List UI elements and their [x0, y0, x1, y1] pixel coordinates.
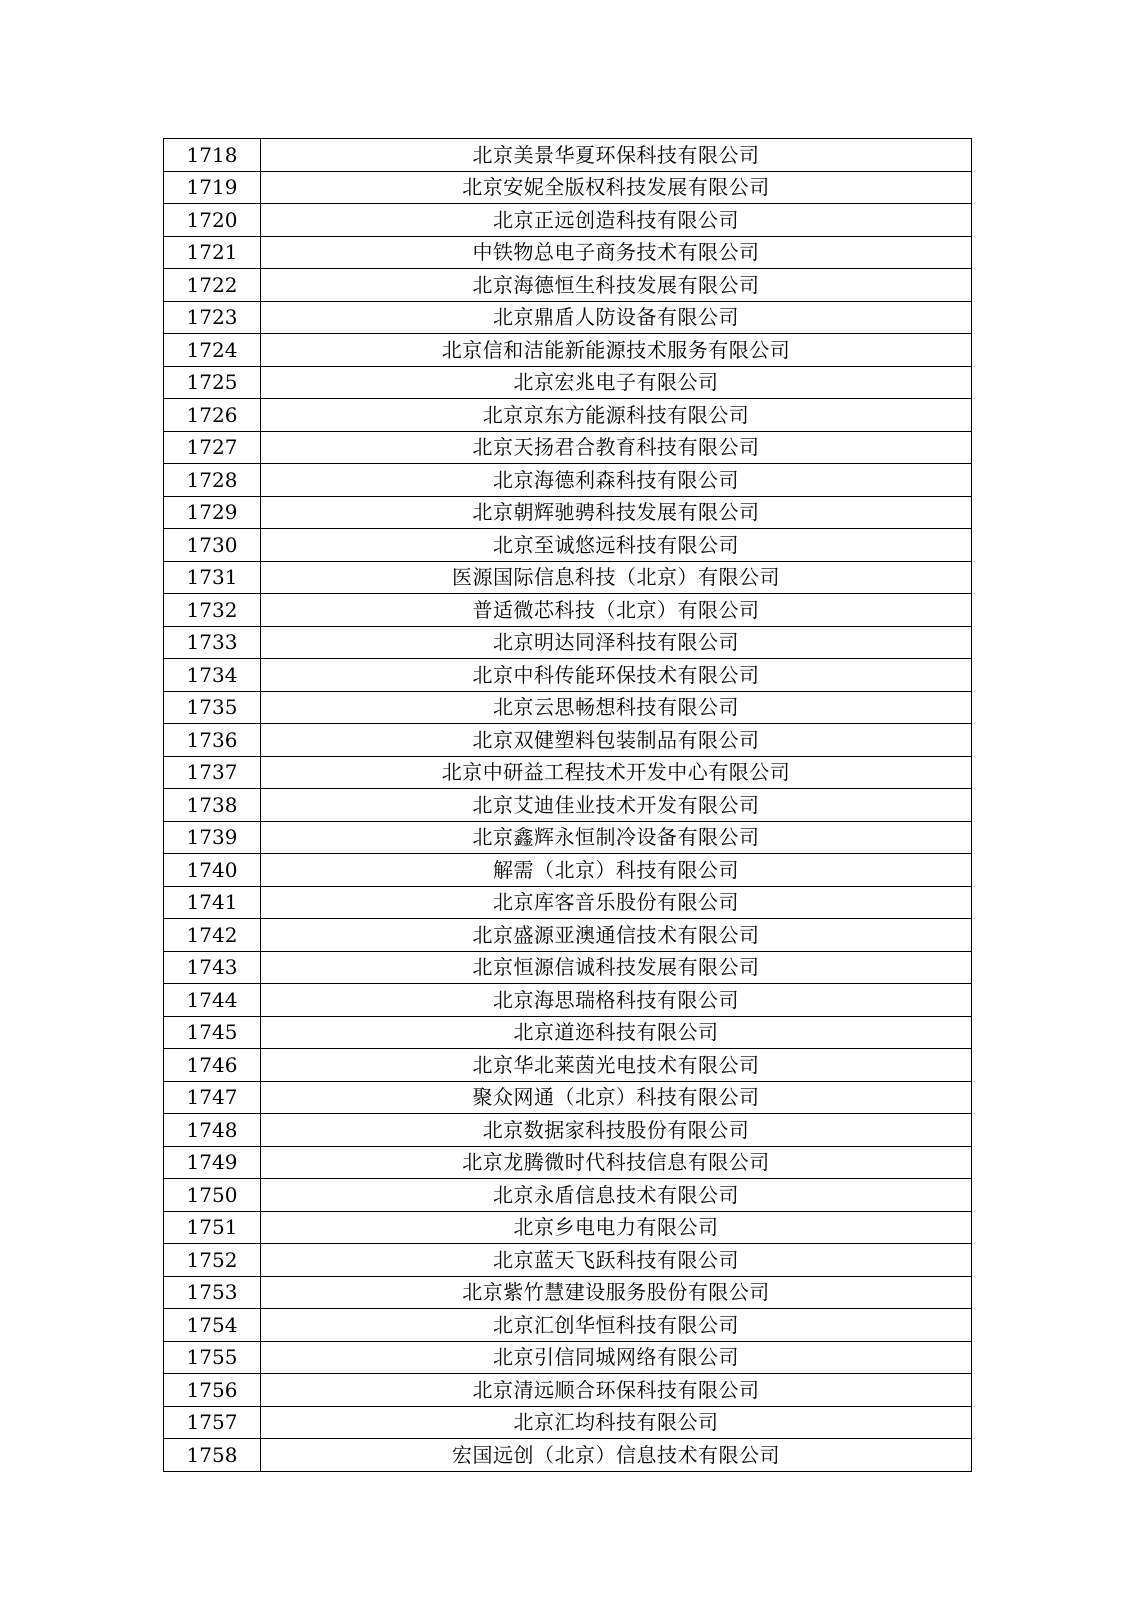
company-name: 北京艾迪佳业技术开发有限公司	[261, 789, 972, 822]
row-number: 1745	[164, 1016, 261, 1049]
row-number: 1736	[164, 724, 261, 757]
row-number: 1737	[164, 756, 261, 789]
row-number: 1748	[164, 1114, 261, 1147]
table-row	[164, 496, 972, 529]
company-name: 北京信和洁能新能源技术服务有限公司	[261, 334, 972, 367]
table-row	[164, 1179, 972, 1212]
company-name: 普适微芯科技（北京）有限公司	[261, 594, 972, 627]
company-name: 北京中研益工程技术开发中心有限公司	[261, 756, 972, 789]
table-row	[164, 1016, 972, 1049]
table-row	[164, 529, 972, 562]
row-number: 1751	[164, 1211, 261, 1244]
row-number: 1731	[164, 561, 261, 594]
row-number: 1729	[164, 496, 261, 529]
table-row	[164, 171, 972, 204]
company-name: 北京朝辉驰骋科技发展有限公司	[261, 496, 972, 529]
company-name: 北京天扬君合教育科技有限公司	[261, 431, 972, 464]
company-name: 北京汇创华恒科技有限公司	[261, 1309, 972, 1342]
row-number: 1725	[164, 366, 261, 399]
company-table-body	[164, 139, 972, 1472]
company-name: 北京龙腾微时代科技信息有限公司	[261, 1146, 972, 1179]
company-name: 宏国远创（北京）信息技术有限公司	[261, 1439, 972, 1472]
table-row	[164, 854, 972, 887]
row-number: 1739	[164, 821, 261, 854]
company-name: 北京华北莱茵光电技术有限公司	[261, 1049, 972, 1082]
row-number: 1727	[164, 431, 261, 464]
table-row	[164, 1374, 972, 1407]
row-number: 1720	[164, 204, 261, 237]
table-row	[164, 724, 972, 757]
company-name: 医源国际信息科技（北京）有限公司	[261, 561, 972, 594]
company-name: 中铁物总电子商务技术有限公司	[261, 236, 972, 269]
company-name: 北京鼎盾人防设备有限公司	[261, 301, 972, 334]
company-table	[163, 138, 972, 1472]
company-name: 北京海思瑞格科技有限公司	[261, 984, 972, 1017]
company-name: 北京宏兆电子有限公司	[261, 366, 972, 399]
row-number: 1753	[164, 1276, 261, 1309]
company-name: 北京海德利森科技有限公司	[261, 464, 972, 497]
row-number: 1718	[164, 139, 261, 172]
company-name: 聚众网通（北京）科技有限公司	[261, 1081, 972, 1114]
row-number: 1757	[164, 1406, 261, 1439]
row-number: 1741	[164, 886, 261, 919]
table-row	[164, 204, 972, 237]
company-name: 北京中科传能环保技术有限公司	[261, 659, 972, 692]
table-row	[164, 659, 972, 692]
row-number: 1719	[164, 171, 261, 204]
table-row	[164, 691, 972, 724]
table-row	[164, 594, 972, 627]
row-number: 1744	[164, 984, 261, 1017]
company-name: 北京正远创造科技有限公司	[261, 204, 972, 237]
table-row	[164, 464, 972, 497]
row-number: 1758	[164, 1439, 261, 1472]
company-name: 北京恒源信诚科技发展有限公司	[261, 951, 972, 984]
company-name: 北京安妮全版权科技发展有限公司	[261, 171, 972, 204]
company-name: 北京永盾信息技术有限公司	[261, 1179, 972, 1212]
table-row	[164, 1211, 972, 1244]
table-row	[164, 139, 972, 172]
table-row	[164, 1406, 972, 1439]
company-name: 北京蓝天飞跃科技有限公司	[261, 1244, 972, 1277]
table-row	[164, 1081, 972, 1114]
table-row	[164, 1341, 972, 1374]
row-number: 1730	[164, 529, 261, 562]
table-row	[164, 1049, 972, 1082]
table-row	[164, 756, 972, 789]
row-number: 1752	[164, 1244, 261, 1277]
company-name: 北京云思畅想科技有限公司	[261, 691, 972, 724]
table-row	[164, 561, 972, 594]
company-name: 解需（北京）科技有限公司	[261, 854, 972, 887]
company-name: 北京明达同泽科技有限公司	[261, 626, 972, 659]
company-name: 北京数据家科技股份有限公司	[261, 1114, 972, 1147]
table-row	[164, 399, 972, 432]
company-name: 北京道迩科技有限公司	[261, 1016, 972, 1049]
company-name: 北京美景华夏环保科技有限公司	[261, 139, 972, 172]
row-number: 1750	[164, 1179, 261, 1212]
row-number: 1723	[164, 301, 261, 334]
row-number: 1735	[164, 691, 261, 724]
row-number: 1746	[164, 1049, 261, 1082]
company-name: 北京汇均科技有限公司	[261, 1406, 972, 1439]
company-name: 北京海德恒生科技发展有限公司	[261, 269, 972, 302]
table-row	[164, 1146, 972, 1179]
table-row	[164, 301, 972, 334]
company-name: 北京乡电电力有限公司	[261, 1211, 972, 1244]
company-name: 北京清远顺合环保科技有限公司	[261, 1374, 972, 1407]
table-row	[164, 269, 972, 302]
table-row	[164, 886, 972, 919]
table-row	[164, 236, 972, 269]
table-row	[164, 1309, 972, 1342]
table-row	[164, 789, 972, 822]
table-row	[164, 984, 972, 1017]
table-row	[164, 366, 972, 399]
company-name: 北京鑫辉永恒制冷设备有限公司	[261, 821, 972, 854]
table-row	[164, 919, 972, 952]
company-name: 北京紫竹慧建设服务股份有限公司	[261, 1276, 972, 1309]
table-row	[164, 821, 972, 854]
row-number: 1733	[164, 626, 261, 659]
row-number: 1732	[164, 594, 261, 627]
company-name: 北京双健塑料包装制品有限公司	[261, 724, 972, 757]
table-row	[164, 1439, 972, 1472]
company-name: 北京京东方能源科技有限公司	[261, 399, 972, 432]
row-number: 1747	[164, 1081, 261, 1114]
row-number: 1743	[164, 951, 261, 984]
table-row	[164, 1114, 972, 1147]
row-number: 1740	[164, 854, 261, 887]
row-number: 1728	[164, 464, 261, 497]
table-row	[164, 626, 972, 659]
row-number: 1755	[164, 1341, 261, 1374]
row-number: 1721	[164, 236, 261, 269]
table-row	[164, 431, 972, 464]
company-name: 北京盛源亚澳通信技术有限公司	[261, 919, 972, 952]
company-name: 北京库客音乐股份有限公司	[261, 886, 972, 919]
row-number: 1726	[164, 399, 261, 432]
table-row	[164, 334, 972, 367]
row-number: 1756	[164, 1374, 261, 1407]
row-number: 1722	[164, 269, 261, 302]
row-number: 1738	[164, 789, 261, 822]
table-row	[164, 951, 972, 984]
row-number: 1754	[164, 1309, 261, 1342]
row-number: 1724	[164, 334, 261, 367]
row-number: 1734	[164, 659, 261, 692]
table-row	[164, 1276, 972, 1309]
table-row	[164, 1244, 972, 1277]
company-name: 北京引信同城网络有限公司	[261, 1341, 972, 1374]
row-number: 1742	[164, 919, 261, 952]
row-number: 1749	[164, 1146, 261, 1179]
company-name: 北京至诚悠远科技有限公司	[261, 529, 972, 562]
